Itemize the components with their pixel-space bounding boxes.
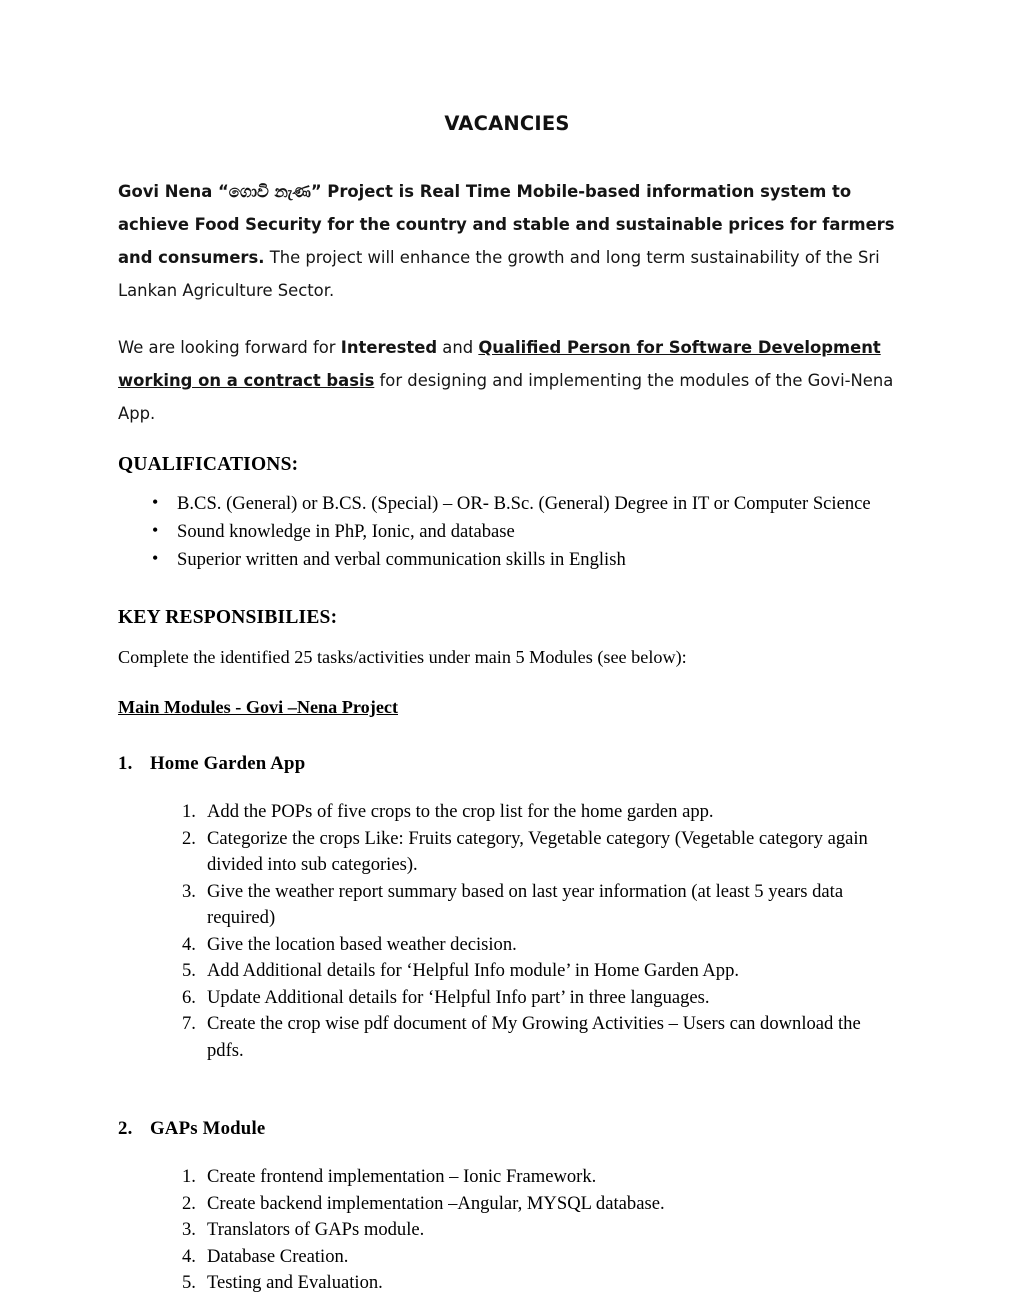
task-text: Testing and Evaluation. xyxy=(207,1272,383,1293)
task-number: 5. xyxy=(182,960,196,981)
module-block xyxy=(118,1116,896,1297)
responsibilities-intro-line: Complete the identified 25 tasks/activities under main 5 Modules (see below): xyxy=(118,647,687,667)
task-text: Create backend implementation –Angular, MYSQL database. xyxy=(207,1192,665,1214)
task-text: Add Additional details for ‘Helpful Info module’ in Home Garden App. xyxy=(207,960,740,981)
list-item: • Superior written and verbal communication skills in English xyxy=(118,546,896,573)
intro-paragraph xyxy=(118,175,896,307)
module-number: 2. xyxy=(118,1118,133,1139)
main-modules-subheading: Main Modules - Govi –Nena Project xyxy=(118,697,399,717)
list-item: • Sound knowledge in PhP, Ionic, and database xyxy=(118,518,896,545)
list-item: • B.CS. (General) or B.CS. (Special) – OR- B.Sc. (General) Degree in IT or Computer Science xyxy=(118,490,896,517)
module-name: Home Garden App xyxy=(150,753,306,774)
task-text: Give the location based weather decision. xyxy=(207,933,517,955)
second-paragraph-part1: We are looking forward for xyxy=(118,338,341,357)
module-heading xyxy=(118,751,896,777)
list-item xyxy=(118,1270,896,1297)
task-number: 2. xyxy=(182,1192,196,1214)
task-number: 4. xyxy=(182,933,196,955)
module-name: GAPs Module xyxy=(150,1118,266,1139)
task-text: Database Creation. xyxy=(207,1245,349,1267)
task-number: 5. xyxy=(182,1272,196,1293)
second-paragraph-bold-underline: Qualified Person for Software Development working on a contract basis xyxy=(118,338,881,390)
list-item xyxy=(118,1217,896,1244)
task-text: Translators of GAPs module. xyxy=(207,1219,425,1240)
second-paragraph-part2: and xyxy=(437,338,479,357)
task-number: 7. xyxy=(182,1013,196,1034)
second-paragraph-part3: for designing and implementing the modules of the Govi-Nena App. xyxy=(118,371,894,423)
list-item xyxy=(118,1011,896,1064)
task-text: Update Additional details for ‘Helpful Info part’ in three languages. xyxy=(207,986,710,1008)
task-number: 3. xyxy=(182,1219,196,1240)
module-number: 1. xyxy=(118,753,133,774)
task-text: Add the POPs of five crops to the crop list for the home garden app. xyxy=(207,801,714,822)
second-paragraph-bold-interested: Interested xyxy=(340,338,438,357)
module-task-list xyxy=(118,1164,896,1297)
task-text: Create frontend implementation – Ionic Framework. xyxy=(207,1166,597,1187)
list-item xyxy=(118,1164,896,1191)
module-heading xyxy=(118,1116,896,1142)
task-number: 1. xyxy=(182,1166,196,1187)
task-text: Give the weather report summary based on last year information (at least 5 years data required) xyxy=(207,880,844,928)
list-item xyxy=(118,932,896,959)
qualifications-heading: QUALIFICATIONS: xyxy=(118,454,299,475)
second-paragraph xyxy=(118,331,896,430)
task-number: 4. xyxy=(182,1245,196,1267)
task-number: 6. xyxy=(182,986,196,1008)
task-text: Categorize the crops Like: Fruits category, Vegetable category (Vegetable category again divided into sub categories). xyxy=(207,827,868,875)
task-number: 3. xyxy=(182,880,196,902)
list-item xyxy=(118,879,896,932)
qualifications-list xyxy=(118,490,896,573)
list-item xyxy=(118,1191,896,1218)
list-item xyxy=(118,958,896,985)
task-text: Create the crop wise pdf document of My Growing Activities – Users can download the pdfs. xyxy=(207,1013,861,1061)
module-block xyxy=(118,751,896,1064)
intro-bold-lead-post: ” Project is Real Time Mobile-based information system to achieve Food Security for the country and stable and sustainable prices for farmers and consumers. xyxy=(118,182,895,267)
page-title: VACANCIES xyxy=(444,112,570,135)
document-content xyxy=(118,112,896,1297)
list-item xyxy=(118,985,896,1012)
sinhala-project-name: ගොවි නැණ xyxy=(228,182,311,201)
responsibilities-heading: KEY RESPONSIBILIES: xyxy=(118,607,338,628)
task-number: 1. xyxy=(182,801,196,822)
module-task-list xyxy=(118,799,896,1064)
intro-rest-text: The project will enhance the growth and long term sustainability of the Sri Lankan Agriculture Sector. xyxy=(118,248,880,300)
list-item xyxy=(118,826,896,879)
list-item xyxy=(118,1244,896,1271)
intro-bold-lead-pre: Govi Nena “ xyxy=(118,182,229,201)
task-number: 2. xyxy=(182,827,196,849)
list-item xyxy=(118,799,896,826)
